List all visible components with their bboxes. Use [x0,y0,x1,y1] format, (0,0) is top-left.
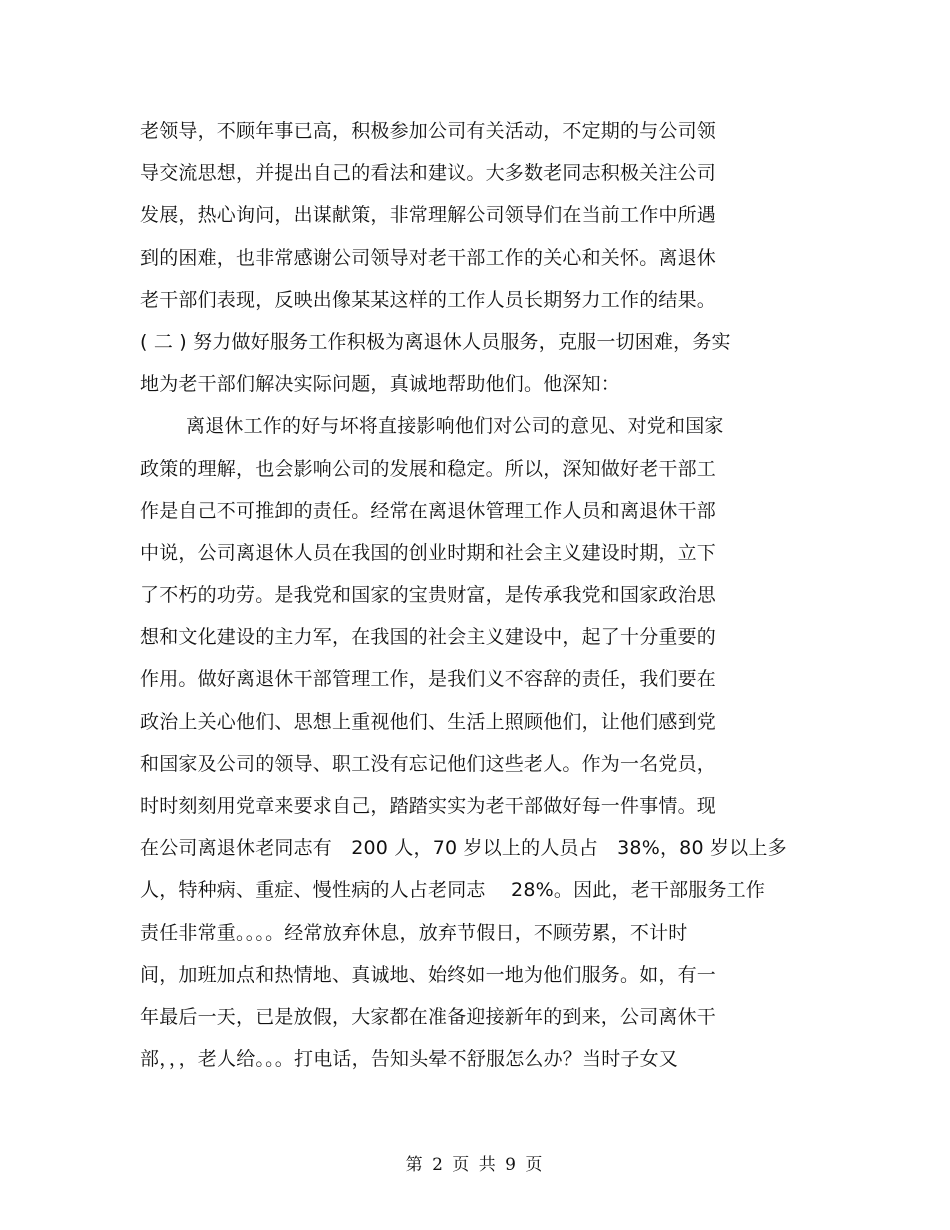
text-line: 中说，公司离退休人员在我国的创业时期和社会主义建设时期，立下 [140,541,717,564]
text-line: 部，，，老人给。。。打电话，告知头晕不舒服怎么办？当时子女又 [140,1048,679,1071]
text-line: 导交流思想，并提出自己的看法和建议。大多数老同志积极关注公司 [140,162,717,185]
text-line: 和国家及公司的领导、职工没有忘记他们这些老人。作为一名党员， [140,752,717,775]
text-line: 了不朽的功劳。是我党和国家的宝贵财富，是传承我党和国家政治思 [140,584,717,607]
paragraph-first-line: 离退休工作的好与坏将直接影响他们对公司的意见、对党和国家 [186,415,724,438]
text-line: 老干部们表现，反映出像某某这样的工作人员长期努力工作的结果。 [140,288,717,311]
text-line: 政治上关心他们、思想上重视他们、生活上照顾他们，让他们感到党 [140,710,717,733]
text-line: 到的困难，也非常感谢公司领导对老干部工作的关心和关怀。离退休 [140,246,717,269]
text-line: 责任非常重。。。。经常放弃休息，放弃节假日，不顾劳累，不计时 [140,921,688,944]
text-line: 在公司离退休老同志有 200 人，70 岁以上的人员占 38%，80 岁以上多 [140,837,787,860]
text-line: 作用。做好离退休干部管理工作，是我们义不容辞的责任，我们要在 [140,668,717,691]
text-line: 时时刻刻用党章来要求自己，踏踏实实为老干部做好每一件事情。现 [140,795,717,817]
text-line: 老领导，不顾年事已高，积极参加公司有关活动，不定期的与公司领 [140,120,717,142]
text-line: 人，特种病、重症、慢性病的人占老同志 28%。因此，老干部服务工作 [140,879,766,902]
text-line: 地为老干部们解决实际问题，真诚地帮助他们。他深知： [140,373,621,396]
text-line: 间，加班加点和热情地、真诚地、始终如一地为他们服务。如，有一 [140,963,717,986]
document-body [140,110,820,1080]
text-line: 作是自己不可推卸的责任。经常在离退休管理工作人员和离退休干部 [140,499,717,522]
page-number-footer: 第 2 页 共 9 页 [405,1155,545,1175]
text-line: 发展，热心询问，出谋献策，非常理解公司领导们在当前工作中所遇 [140,204,717,227]
text-line: 年最后一天，已是放假，大家都在准备迎接新年的到来，公司离休干 [140,1005,717,1028]
text-line: 想和文化建设的主力军，在我国的社会主义建设中，起了十分重要的 [140,626,717,649]
section-heading-line: ( 二 ) 努力做好服务工作积极为离退休人员服务，克服一切困难，务实 [140,330,731,353]
text-line: 政策的理解，也会影响公司的发展和稳定。所以，深知做好老干部工 [140,457,717,480]
